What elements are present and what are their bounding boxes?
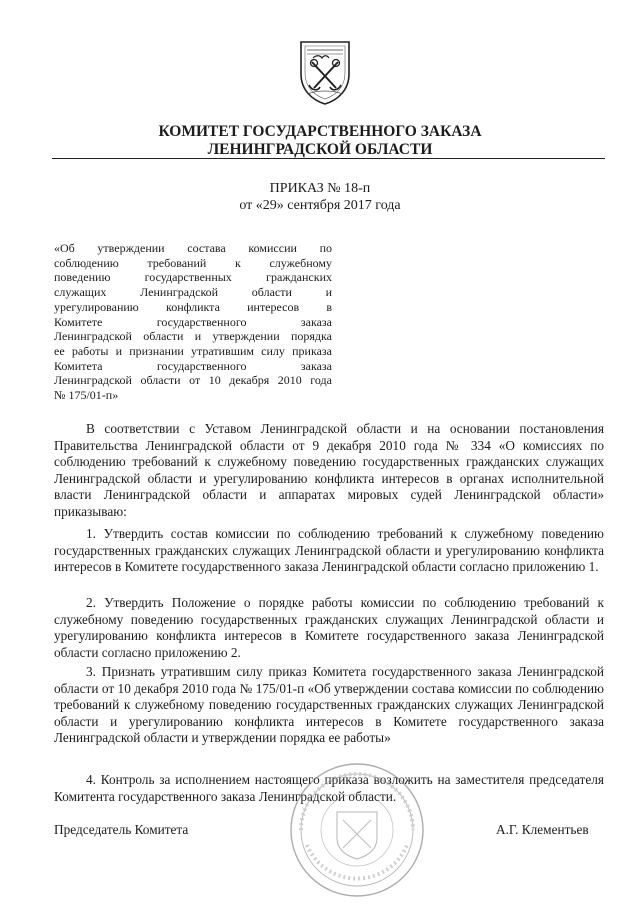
- order-item-4: 4. Контроль за исполнением настоящего приказа возложить на заместителя председателя Комитента государственного заказа Ленинградской области.: [54, 772, 604, 804]
- order-number: ПРИКАЗ № 18-п: [269, 181, 371, 196]
- header-divider: [52, 158, 605, 159]
- order-item-1: 1. Утвердить состав комиссии по соблюдению требований к служебному поведению государственных гражданских служащих Ленинградской области и урегулированию конфликта интересов в Комитете государственного заказа Ленинградской области согласно приложению 1.: [54, 526, 604, 575]
- subject-line: Ленинградской области от 10 декабря 2010 года: [54, 373, 332, 388]
- official-seal-icon: [287, 760, 427, 900]
- subject-line: урегулированию конфликта интересов в: [54, 299, 332, 314]
- subject-line: Комитета государственного заказа: [54, 358, 332, 373]
- signatory-name: А.Г. Клементьев: [496, 822, 589, 837]
- org-name-line1: КОМИТЕТ ГОСУДАРСТВЕННОГО ЗАКАЗА: [158, 123, 482, 140]
- order-item-3: 3. Признать утратившим силу приказ Комитета государственного заказа Ленинградской области от 10 декабря 2010 года № 175/01-п «Об утверждении состава комиссии по соблюдению требований к служебному поведению государственных гражданских служащих Ленинградской области и урегулированию конфликта интересов в Комитете государственного заказа Ленинградской области и утверждении порядка ее работы»: [54, 664, 604, 746]
- subject-line: ее работы и признании утратившим силу приказа: [54, 343, 332, 358]
- coat-of-arms-icon: [296, 38, 354, 106]
- org-name-line2: ЛЕНИНГРАДСКОЙ ОБЛАСТИ: [207, 141, 433, 158]
- subject-line: соблюдению требований к служебному: [54, 255, 332, 270]
- order-subject: [54, 241, 332, 403]
- subject-line: поведению государственных гражданских: [54, 270, 332, 285]
- subject-line: Комитете государственного заказа: [54, 314, 332, 329]
- signatory-title: Председатель Комитета: [54, 822, 189, 837]
- subject-line: № 175/01-п»: [54, 388, 119, 403]
- subject-line: служащих Ленинградской области и: [54, 285, 332, 300]
- order-item-2: 2. Утвердить Положение о порядке работы комиссии по соблюдению требований к служебному поведению государственных гражданских служащих Ленинградской области и урегулированию конфликта интересов в Комитете государственного заказа Ленинградской области согласно приложению 2.: [54, 595, 604, 660]
- preamble-paragraph: В соответствии с Уставом Ленинградской области и на основании постановления Правительства Ленинградской области от 9 декабря 2010 года № 334 «О комиссиях по соблюдению требований к служебному поведению государственных гражданских служащих Ленинградской области и урегулированию конфликта интересов в органах исполнительной власти Ленинградской области и аппаратах мировых судей Ленинградской области» приказываю:: [54, 421, 604, 519]
- subject-line: Ленинградской области и утверждении порядка: [54, 329, 332, 344]
- subject-line: «Об утверждении состава комиссии по: [54, 241, 332, 255]
- order-date: от «29» сентября 2017 года: [239, 198, 401, 213]
